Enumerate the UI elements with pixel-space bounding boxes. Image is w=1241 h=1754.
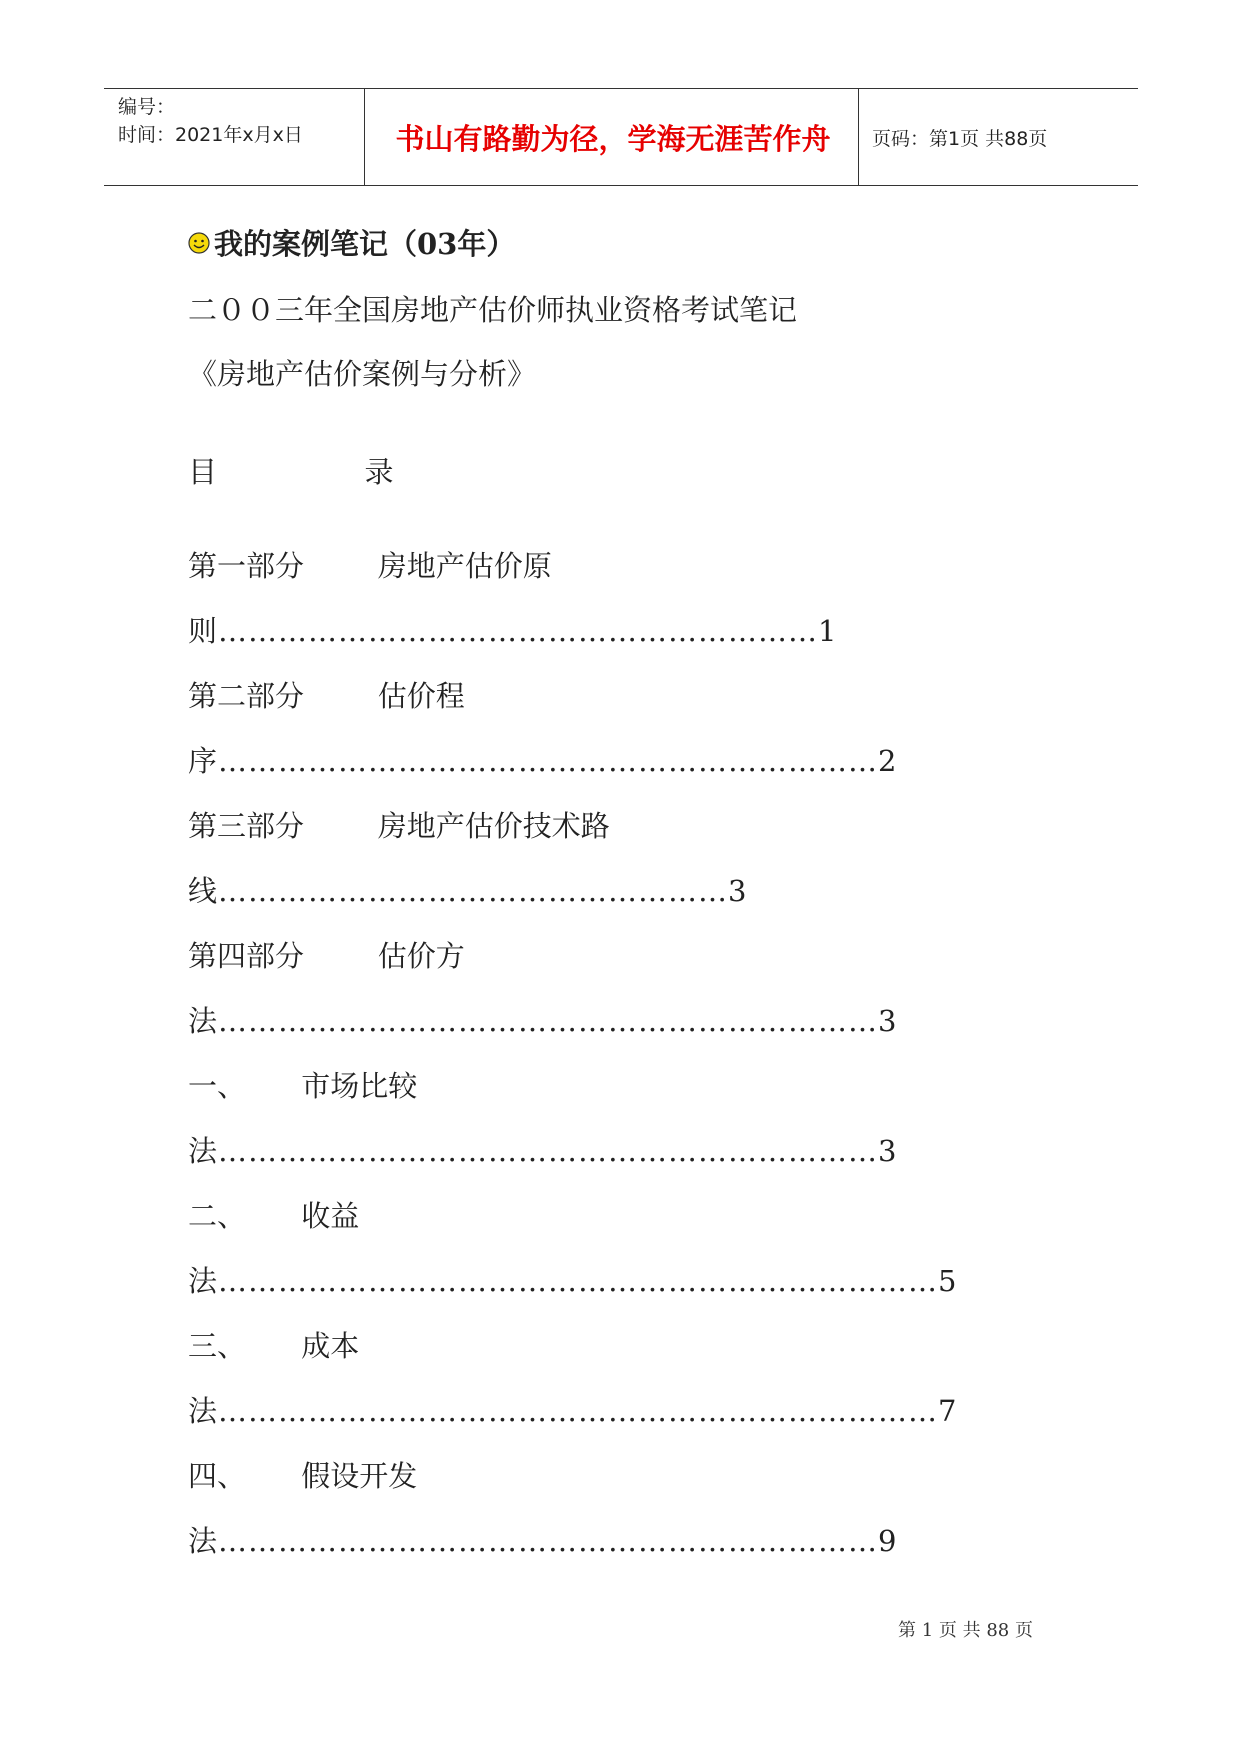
doc-title: 我的案例笔记（03年） xyxy=(214,227,516,261)
header-divider xyxy=(364,89,365,185)
header-time-label: 时间：2021年x月x日 xyxy=(118,124,303,146)
toc-entry: 序…………………………………………………………2 xyxy=(188,744,898,778)
doc-subtitle: 二００三年全国房地产估价师执业资格考试笔记 xyxy=(188,293,798,327)
doc-title-block xyxy=(188,222,515,263)
toc-entry: 第二部分 估价程 xyxy=(188,679,465,713)
toc-entry: 一、 市场比较 xyxy=(188,1069,418,1103)
header-motto: 书山有路勤为径，学海无涯苦作舟 xyxy=(395,121,831,156)
header-number-label: 编号： xyxy=(118,96,176,118)
toc-heading: 目 录 xyxy=(188,455,394,489)
header-meta xyxy=(118,93,368,149)
toc-entry: 第三部分 房地产估价技术路 xyxy=(188,809,610,843)
toc-entry: 法………………………………………………………………5 xyxy=(188,1264,958,1298)
header-divider xyxy=(858,89,859,185)
toc-entry: 则……………………………………………………1 xyxy=(188,614,838,648)
header-page-info: 页码：第1页 共88页 xyxy=(872,127,1048,150)
toc-entry: 第一部分 房地产估价原 xyxy=(188,549,552,583)
toc-entry: 法………………………………………………………………7 xyxy=(188,1394,958,1428)
toc-entry: 线……………………………………………3 xyxy=(188,874,748,908)
page-footer: 第 1 页 共 88 页 xyxy=(898,1620,1033,1641)
toc-entry: 法…………………………………………………………9 xyxy=(188,1524,898,1558)
toc-entry: 法…………………………………………………………3 xyxy=(188,1004,898,1038)
doc-subtitle: 《房地产估价案例与分析》 xyxy=(188,357,537,391)
smiley-icon xyxy=(188,232,210,254)
toc-entry: 第四部分 估价方 xyxy=(188,939,465,973)
toc-entry: 二、 收益 xyxy=(188,1199,360,1233)
toc-entry: 法…………………………………………………………3 xyxy=(188,1134,898,1168)
page-header xyxy=(104,88,1138,186)
toc-entry: 四、 假设开发 xyxy=(188,1459,418,1493)
toc-entry: 三、 成本 xyxy=(188,1329,360,1363)
